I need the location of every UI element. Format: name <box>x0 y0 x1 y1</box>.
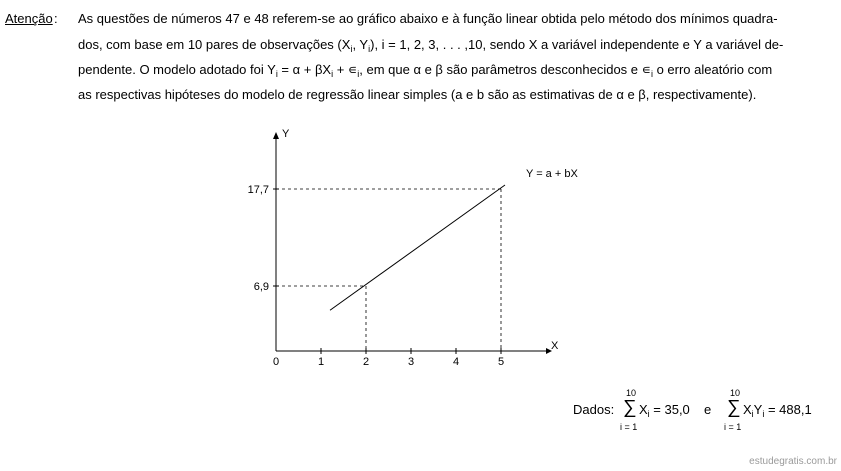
x-tick-label: 4 <box>452 356 460 368</box>
x-tick-label: 3 <box>407 356 415 368</box>
x-tick-label: 0 <box>272 356 280 368</box>
sum2-lower-limit: i = 1 <box>724 422 742 432</box>
watermark: estudegratis.com.br <box>749 456 837 467</box>
sum2-upper-limit: 10 <box>730 388 741 398</box>
sum2-sigma-icon: ∑ <box>727 397 741 418</box>
regression-line-label: Y = a + bX <box>526 168 578 180</box>
y-axis-label: Y <box>282 128 290 140</box>
x-tick-label: 2 <box>362 356 370 368</box>
x-tick-label: 5 <box>497 356 505 368</box>
y-tick-label: 17,7 <box>247 184 269 196</box>
sum1-upper-limit: 10 <box>626 388 637 398</box>
dados-connector: e <box>704 402 712 417</box>
x-axis-label: X <box>551 340 559 352</box>
attention-label: Atenção <box>5 11 53 26</box>
regression-line <box>330 185 505 310</box>
y-axis-arrow-icon <box>273 132 279 139</box>
sum2-expression: $X_iY_i = 488,1$ <box>743 402 812 419</box>
paragraph-line-3: pendente. O modelo adotado foi $Y_i = \alpha + \beta X_i$ + $∊_i$, em que α e β são parâmetros desconhecidos e $∊_i$ o erro aleatório com <box>78 62 773 79</box>
chart-layer <box>248 128 579 368</box>
sum1-sigma-icon: ∑ <box>623 397 637 418</box>
given-data <box>573 386 833 434</box>
paragraph-line-2: dos, com base em 10 pares de observações ($X_i$, $Y_i$), i = 1, 2, 3, . . . ,10, sendo X a variável independente e Y a variável de- <box>78 37 784 54</box>
paragraph-line-4: as respectivas hipóteses do modelo de regressão linear simples (a e b são as estimativas de α e β, respectivamente). <box>78 87 757 102</box>
attention-colon: : <box>54 11 58 26</box>
sum1-expression: $X_i = 35,0$ <box>639 402 690 419</box>
sum1-lower-limit: i = 1 <box>620 422 638 432</box>
x-tick-label: 1 <box>317 356 325 368</box>
paragraph-line-1: As questões de números 47 e 48 referem-se ao gráfico abaixo e à função linear obtida pelo método dos mínimos quadra- <box>78 11 778 26</box>
y-tick-label: 6,9 <box>253 281 269 293</box>
dados-label: Dados: <box>573 402 615 417</box>
